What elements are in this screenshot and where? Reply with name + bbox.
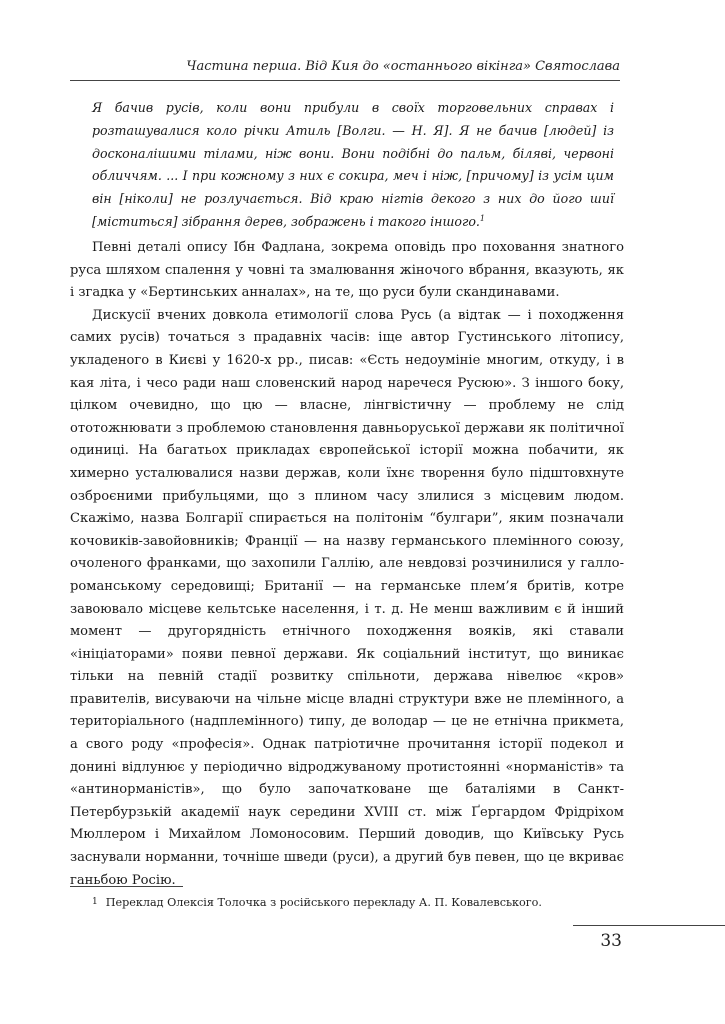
paragraph-2: Дискусії вчених довкола етимології слова Русь (а відтак — і походження самих русів) точаться з прадавніх часів: іще автор Густинського літопису, укладеного в Києві у 1620-х рр., писав: «Єсть недоумініе многим, откуду, і в кая літа, і чесо ради наш словенский народ наречеся Русюю». З іншого боку, цілком очевидно, що цю — власне, лінгвістичну — проблему не слід ототожнювати з проблемою становлення давньоруської держави як політичної одиниці. На багатьох прикладах європейської історії можна побачити, як химерно усталювалися назви держав, коли їхнє творення було підштовхнуте озброєними прибульцями, що з плином часу злилися з місцевим людом. Скажімо, назва Болгарії спирається на політонім “булгари”, яким позначали кочовиків-завойовників; Франції — на назву германського племінного союзу, очоленого франками, що захопили Галлію, але невдовзі розчинилися у галло-романському середовищі; Британії — на германське плем’я бритів, котре завоювало місцеве кельтське населення, і т. д. Не менш важливим є й інший момент — другорядність етнічного походження вояків, які ставали «ініціаторами» появи певної держави. Як соціальний інститут, що виникає тільки на певній стадії розвитку спільноти, держава нівелює «кров» правителів, висуваючи на чільне місце владні структури вже не племінного, а територіального (надплемінного) типу, де володар — це не етнічна прикмета, а свого роду «професія». Однак патріотичне прочитання історії подекол и донині відлунює у періодично відроджуваному протистоянні «норманістів» та «антинорманістів», що було започатковане ще баталіями в Санкт-Петербурзькій академії наук середини XVIII ст. між Ґергардом Фрідріхом Мюллером і Михайлом Ломоносовим. Перший доводив, що Київську Русь заснували норманни, точніше шведи (руси), а другий був певен, що це вкриває ганьбою Росію. [70,307,624,888]
block-quote [92,97,614,234]
page-number: 33 [600,931,622,951]
footnote-reference[interactable]: 1 [479,213,486,223]
footnote-number: 1 [92,897,98,907]
paragraph-1: Певні деталі опису Ібн Фадлана, зокрема оповідь про поховання знатного руса шляхом спалення у човні та змалювання жіночого вбрання, вказують, як і згадка у «Бертинських анналах», на те, що руси були скандинавами. [70,240,624,301]
footnote-rule [70,886,183,887]
header-rule [70,80,620,81]
page-number-rule [573,925,725,926]
body-text [70,237,624,892]
footnote-text: Переклад Олексія Толочка з російського перекладу А. П. Ковалевського. [105,896,542,909]
footnote [92,894,632,911]
quote-text: Я бачив русів, коли вони прибули в своїх торговельних справах і розташувалися коло річки Атиль [Волги. — Н. Я]. Я не бачив [людей] із досконалішими тілами, ніж вони. Вони подібні до пальм, біляві, червоні обличчям. ... І при кожному з них є сокира, меч і ніж, [причому] із усім цим він [ніколи] не розлучається. Від краю нігтів декого з них до його шиї [міститься] зібрання дерев, зображень і такого іншого. [92,100,614,229]
running-header: Частина перша. Від Кия до «останнього вікінга» Святослава [186,59,620,74]
